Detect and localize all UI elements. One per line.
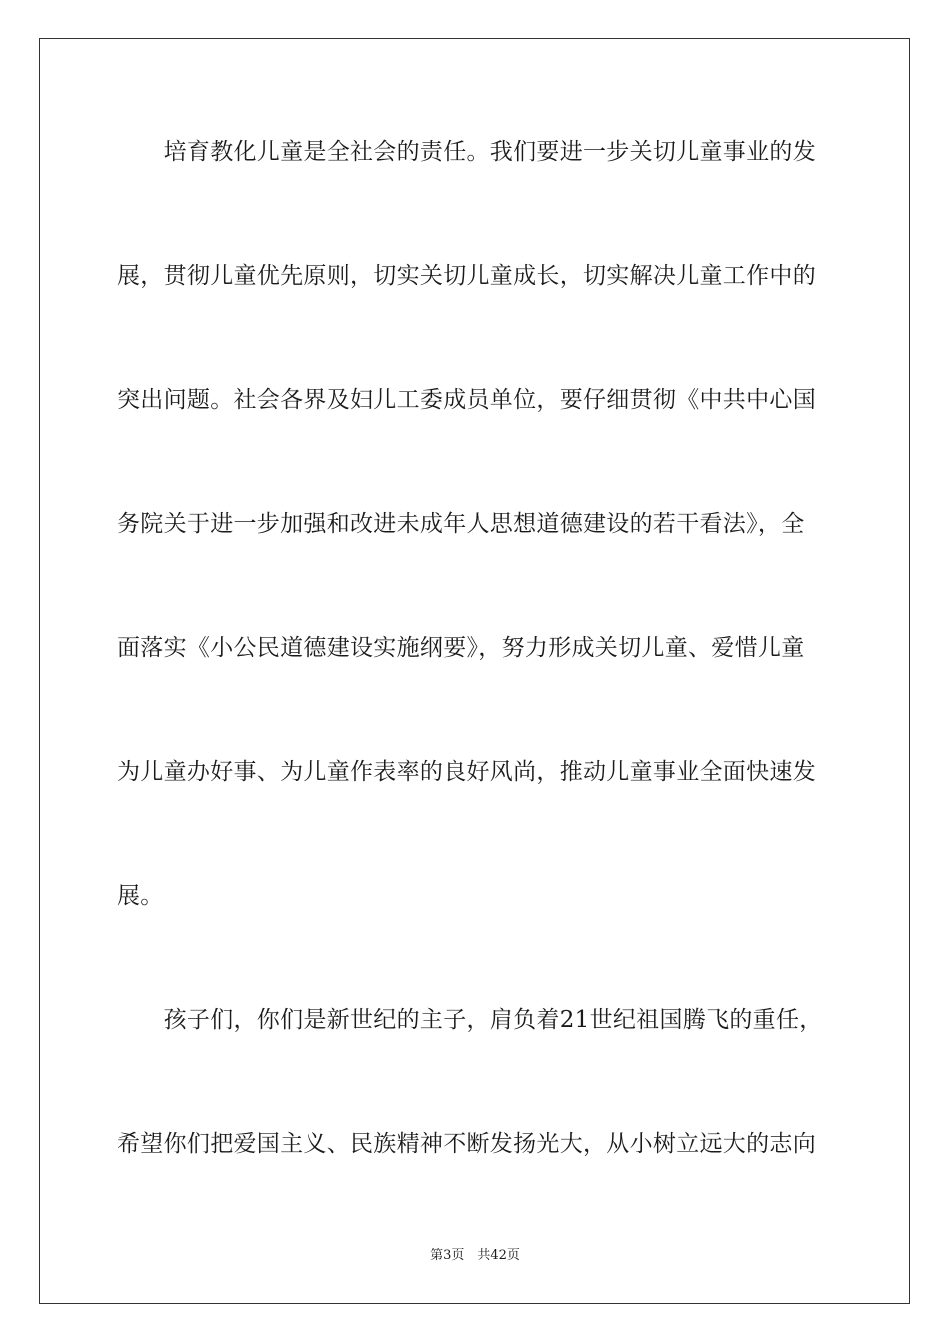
- text-line: 务院关于进一步加强和改进未成年人思想道德建设的若干看法》，全: [117, 511, 805, 537]
- text-line: 突出问题。社会各界及妇儿工委成员单位，要仔细贯彻《中共中心国: [117, 387, 816, 413]
- text-line: 展，贯彻儿童优先原则，切实关切儿童成长，切实解决儿童工作中的: [117, 263, 816, 289]
- page-border: [39, 38, 910, 1304]
- text-line: 为儿童办好事、为儿童作表率的良好风尚，推动儿童事业全面快速发: [117, 759, 816, 785]
- page-number: 第3页 共42页: [430, 1248, 520, 1263]
- text-line: 孩子们，你们是新世纪的主子，肩负着21世纪祖国腾飞的重任，: [117, 1007, 823, 1033]
- text-line: 培育教化儿童是全社会的责任。我们要进一步关切儿童事业的发: [117, 139, 816, 165]
- text-line: 面落实《小公民道德建设实施纲要》，努力形成关切儿童、爱惜儿童: [117, 635, 805, 661]
- text-line: 展。: [117, 883, 164, 909]
- text-line: 希望你们把爱国主义、民族精神不断发扬光大，从小树立远大的志向: [117, 1131, 816, 1157]
